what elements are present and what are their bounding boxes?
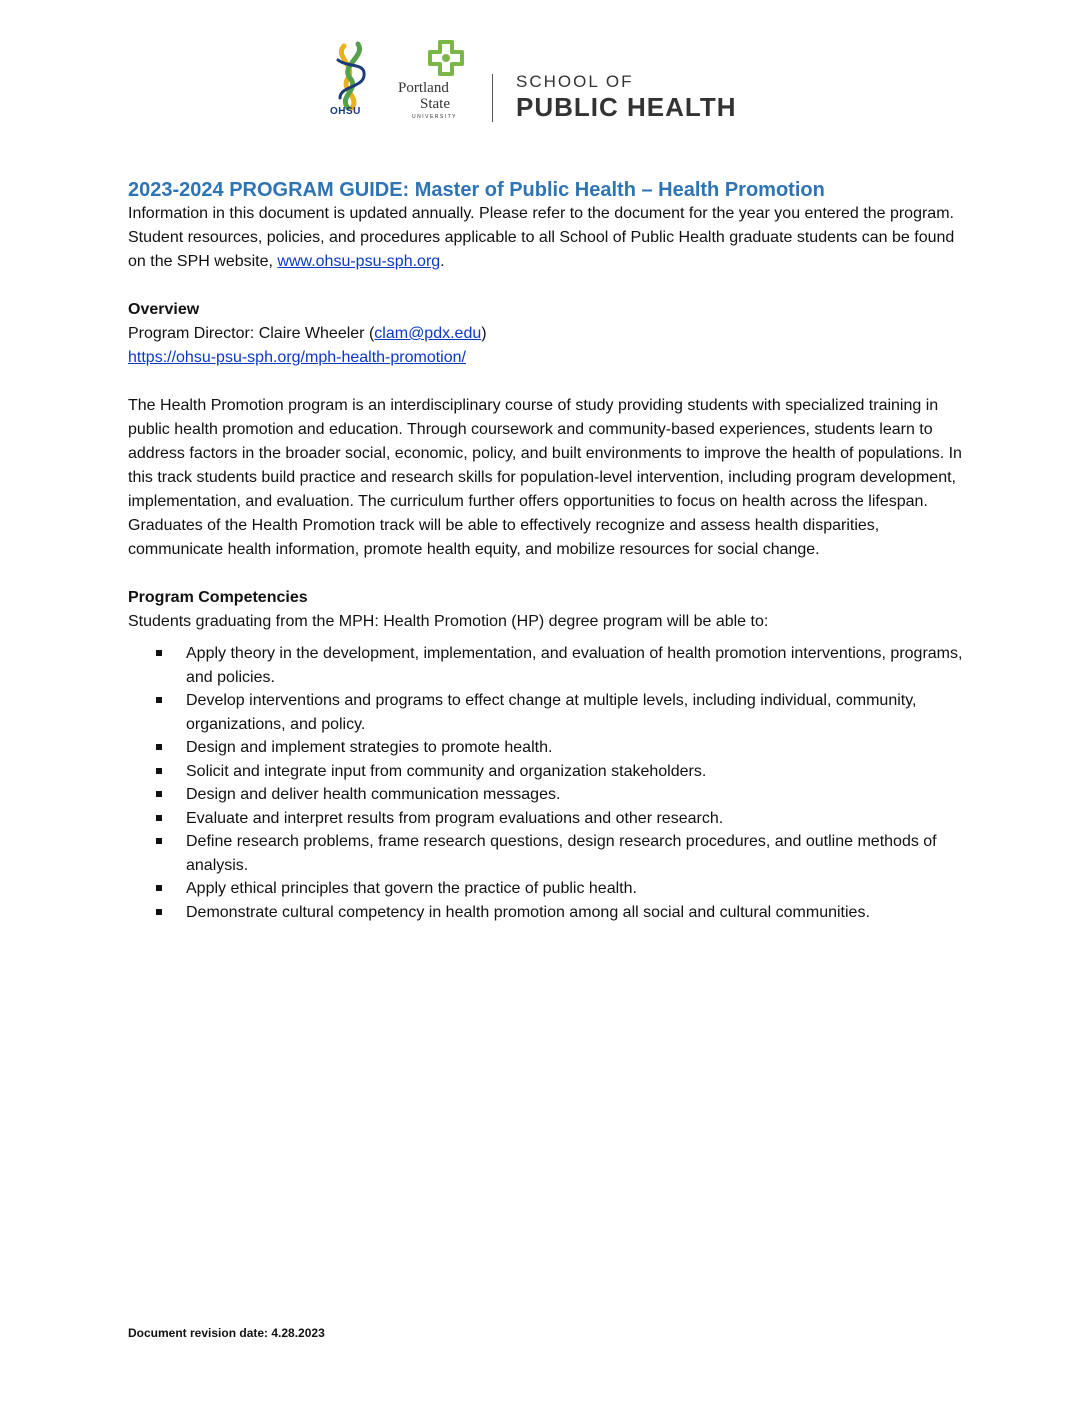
list-item: Apply ethical principles that govern the practice of public health.: [128, 877, 968, 901]
revision-date: Document revision date: 4.28.2023: [128, 1326, 325, 1340]
bullet-icon: [156, 744, 162, 750]
document-content: [128, 178, 968, 924]
psu-logo-icon: [426, 38, 466, 78]
bullet-icon: [156, 815, 162, 821]
bullet-icon: [156, 650, 162, 656]
director-prefix: Program Director: Claire Wheeler (: [128, 325, 375, 342]
intro-text: Information in this document is updated annually. Please refer to the document for the year you entered the program. Student resources, policies, and procedures applicable to all School of Public Health graduate students can be found on the SPH website,: [128, 205, 955, 270]
bullet-icon: [156, 791, 162, 797]
ohsu-label: OHSU: [330, 106, 361, 117]
sph-website-link[interactable]: www.ohsu-psu-sph.org: [277, 253, 441, 270]
director-email-link[interactable]: clam@pdx.edu: [374, 325, 482, 342]
competencies-lead: Students graduating from the MPH: Health Promotion (HP) degree program will be able to:: [128, 613, 769, 630]
list-item: Develop interventions and programs to effect change at multiple levels, including individual, community, organizations, and policy.: [128, 689, 968, 736]
list-item: Define research problems, frame research questions, design research procedures, and outline methods of analysis.: [128, 830, 968, 877]
intro-text-end: .: [440, 253, 445, 270]
page-title: 2023-2024 PROGRAM GUIDE: Master of Public Health – Health Promotion: [128, 179, 825, 201]
list-item: Design and implement strategies to promote health.: [128, 736, 968, 760]
psu-name-line2: State: [420, 96, 450, 112]
program-director-line: [128, 322, 968, 346]
competencies-heading: Program Competencies: [128, 589, 308, 606]
bullet-icon: [156, 885, 162, 891]
logo-divider: [492, 74, 493, 122]
list-item: Demonstrate cultural competency in health promotion among all social and cultural communities.: [128, 901, 968, 925]
overview-description: The Health Promotion program is an interdisciplinary course of study providing students with specialized training in public health promotion and education. Through coursework and community-based experiences, students learn to address factors in the broader social, economic, policy, and built environments to improve the health of populations. In this track students build practice and research skills for population-level intervention, including program development, implementation, and evaluation. The curriculum further offers opportunities to focus on health across the lifespan. Graduates of the Health Promotion track will be able to effectively recognize and assess health disparities, communicate health information, promote health equity, and mobilize resources for social change.: [128, 397, 962, 558]
list-item: Apply theory in the development, implementation, and evaluation of health promotion interventions, programs, and policies.: [128, 642, 968, 689]
list-item: Design and deliver health communication messages.: [128, 783, 968, 807]
bullet-icon: [156, 768, 162, 774]
competencies-list: [128, 642, 968, 924]
list-item: Evaluate and interpret results from program evaluations and other research.: [128, 807, 968, 831]
bullet-icon: [156, 697, 162, 703]
overview-heading: Overview: [128, 301, 200, 318]
logo-header: [326, 38, 766, 128]
director-suffix: ): [481, 325, 487, 342]
public-health-label: PUBLIC HEALTH: [516, 92, 737, 122]
psu-name-line3: UNIVERSITY: [412, 114, 458, 120]
school-of-label: SCHOOL OF: [516, 72, 634, 91]
psu-name-line1: Portland: [398, 80, 449, 96]
bullet-icon: [156, 838, 162, 844]
intro-paragraph: [128, 202, 968, 274]
bullet-icon: [156, 909, 162, 915]
list-item: Solicit and integrate input from community and organization stakeholders.: [128, 760, 968, 784]
program-url-link[interactable]: https://ohsu-psu-sph.org/mph-health-promotion/: [128, 349, 466, 366]
